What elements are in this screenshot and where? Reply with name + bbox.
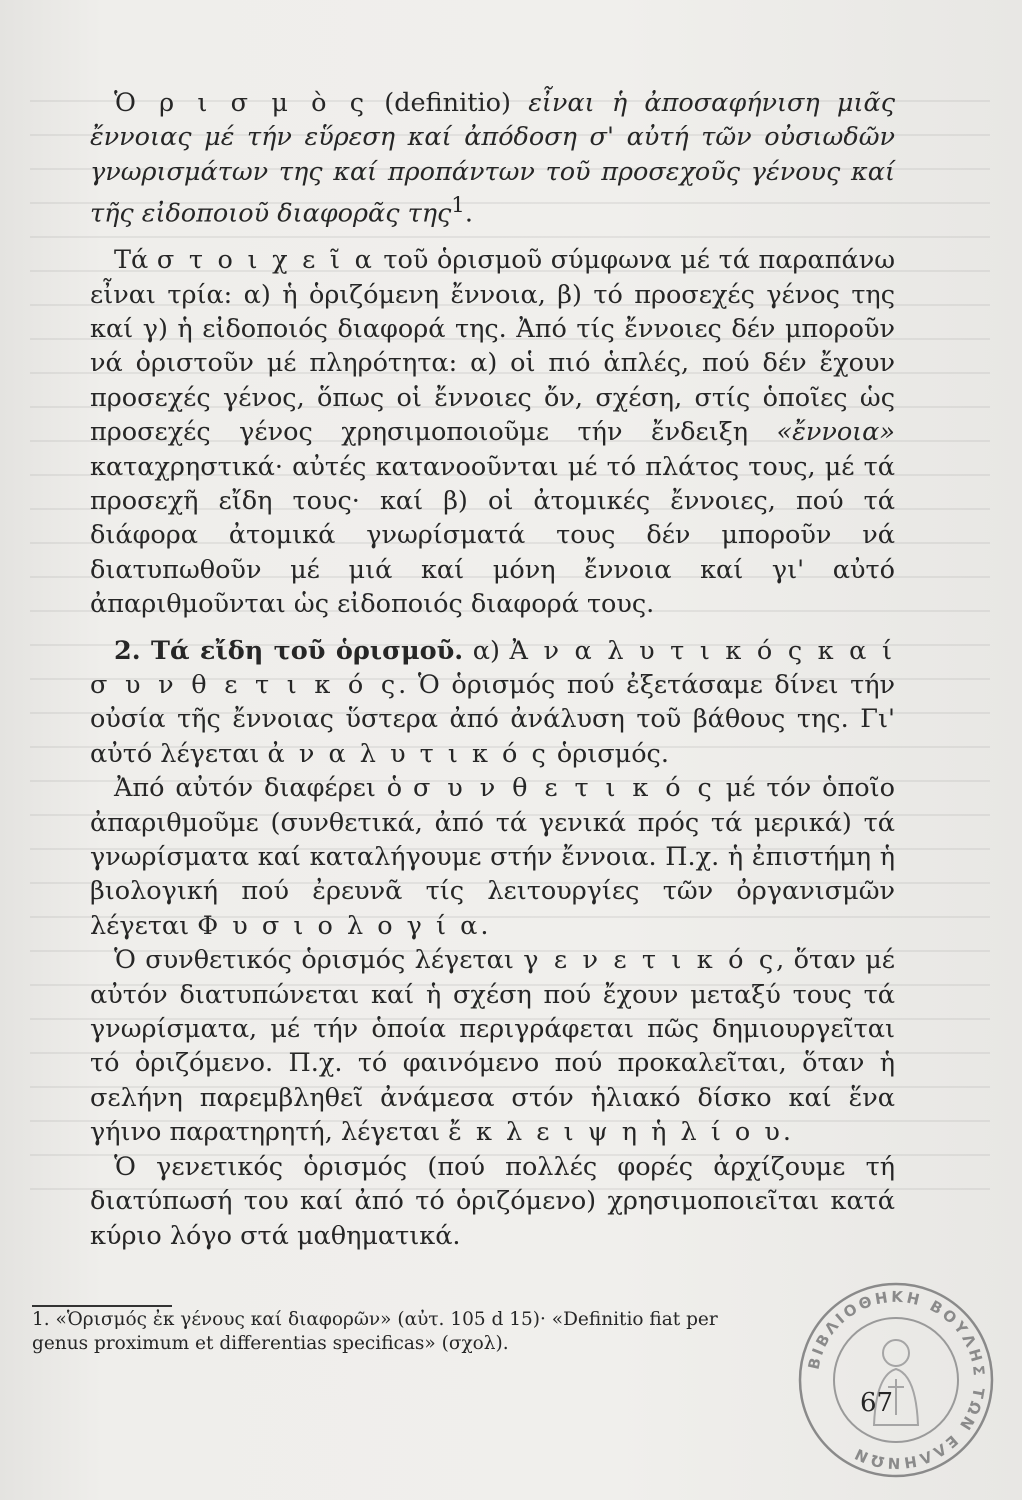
footnote-line-2: genus proximum et differentias specificas» (σχολ). (32, 1333, 509, 1354)
paragraph-definition (90, 86, 895, 231)
term-eclipse: ἔ κ λ ε ι ψ η ἡ λ ί ο υ (448, 1117, 783, 1148)
page-number: 67 (860, 1388, 894, 1418)
footnote-line-1: 1. «Ὁρισμός ἐκ γένους καί διαφορῶν» (αὐτ. 105 d 15)· «Definitio fiat per (32, 1309, 718, 1330)
term-synthetic: σ υ ν θ ε τ ι κ ό ς (413, 773, 715, 804)
genetic-end: . (782, 1117, 792, 1148)
term-stoixeia: σ τ ο ι χ ε ῖ α (156, 245, 375, 276)
elements-text: τοῦ ὁρισμοῦ σύμφωνα μέ τά παραπάνω εἶναι τρία: α) ἡ ὁριζόμενη ἔννοια, β) τό προσεχές γένος της καί γ) ἡ εἰδοποιός διαφορά της. Ἀπό τίς ἔννοιες δέν μποροῦν νά ὁριστοῦν μέ πληρότητα: α) οἱ πιό ἁπλές, πού δέν ἔχουν προσεχές γένος, ὅπως οἱ ἔννοιες ὄν, σχέση, στίς ὁποῖες ὡς προσεχές γένος χρησιμοποιοῦμε τήν ἔνδειξη (90, 245, 895, 448)
synthetic-text: μέ τόν ὁποῖο ἀπαριθμοῦμε (συνθετικά, ἀπό τά γενικά πρός τά μερικά) τά γνωρίσματα καί καταλήγουμε στήν ἔννοια. Π.χ. ἡ ἐπιστήμη ἡ βιολογική πού ἐρευνᾶ τίς λειτουργίες τῶν ὀργανισμῶν λέγεται (90, 773, 895, 941)
term-physiology: Φ υ σ ι ο λ ο γ ί α (197, 910, 481, 941)
section-heading: 2. Τά εἴδη τοῦ ὁρισμοῦ. (114, 635, 464, 666)
term-analytic: ἀ ν α λ υ τ ι κ ό ς (267, 738, 549, 769)
synthetic-lead: Ἀπό αὐτόν διαφέρει ὁ (114, 773, 413, 804)
library-stamp (796, 1275, 996, 1485)
kinds-a: α) (463, 635, 510, 666)
body-text (90, 86, 895, 1253)
paragraph-genetic (90, 943, 895, 1149)
paragraph-kinds (90, 634, 895, 772)
footnote-rule (32, 1305, 172, 1307)
kinds-text: . Ὁ ὁρισμός πού ἐξετάσαμε δίνει τήν οὐσία τῆς ἔννοιας ὕστερα ἀπό ἀνάλυση τοῦ βάθους της. Γι' αὐτό λέγεται (90, 670, 895, 769)
term-ennoia: «ἔννοια» (776, 417, 895, 448)
term-analytic-synthetic: Ἀ ν α λ υ τ ι κ ό ς κ α ί σ υ ν θ ε τ ι κ ό ς (90, 635, 895, 700)
math-text: Ὁ γενετικός ὁρισμός (πού πολλές φορές ἀρχίζουμε τή διατύπωσή του καί ἀπό τό ὁριζόμενο) χρησιμοποιεῖται κατά κύριο λόγο στά μαθηματικά. (90, 1151, 895, 1251)
footnote-ref: 1 (451, 193, 465, 219)
definition-text: εἶναι ἡ ἀποσαφήνιση μιᾶς ἔννοιας μέ τήν εὕρεση καί ἀπόδοση σ' αὐτή τῶν οὐσιωδῶν γνωρισμάτων της καί προπάντων τοῦ προσεχοῦς γένους καί τῆς εἰδοποιοῦ διαφορᾶς της (90, 88, 895, 229)
paragraph-math (90, 1150, 895, 1253)
genetic-text: , ὅταν μέ αὐτόν διατυπώνεται καί ἡ σχέση πού ἔχουν μεταξύ τους τά γνωρίσματα, μέ τήν ὁποία περιγράφεται πῶς δημιουργεῖται τό ὁριζόμενο. Π.χ. τό φαινόμενο πού προκαλεῖται, ὅταν ἡ σελήνη παρεμβληθεῖ ἀνάμεσα στόν ἡλιακό δίσκο καί ἕνα γήινο παρατηρητή, λέγεται (90, 945, 895, 1148)
latin-term: (definitio) (367, 88, 529, 118)
kinds-end: ὁρισμός. (548, 738, 669, 769)
stamp-text: ΒΙΒΛΙΟΘΗΚΗ ΒΟΥΛΗΣ ΤΩΝ ΕΛΛΗΝΩΝ (804, 1287, 989, 1473)
term-genetic: γ ε ν ε τ ι κ ό ς (523, 945, 777, 976)
genetic-lead: Ὁ συνθετικός ὁρισμός λέγεται (114, 945, 524, 976)
term-orismos: Ὁ ρ ι σ μ ὸ ς (114, 88, 368, 118)
synthetic-end: . (480, 910, 489, 941)
elements-lead: Τά (114, 245, 157, 276)
footnote (32, 1308, 922, 1356)
definition-end: . (464, 198, 473, 229)
paragraph-synthetic (90, 771, 895, 943)
elements-text-end: καταχρηστικά· αὐτές κατανοοῦνται μέ τό πλάτος τους, μέ τά προσεχῆ εἴδη τους· καί β) οἱ ἀτομικές ἔννοιες, πού τά διάφορα ἀτομικά γνωρίσματά τους δέν μποροῦν νά διατυπωθοῦν μέ μιά καί μόνη ἔννοια καί γι' αὐτό ἀπαριθμοῦνται ὡς εἰδοποιός διαφορά τους. (90, 451, 895, 620)
paragraph-elements (90, 243, 895, 621)
